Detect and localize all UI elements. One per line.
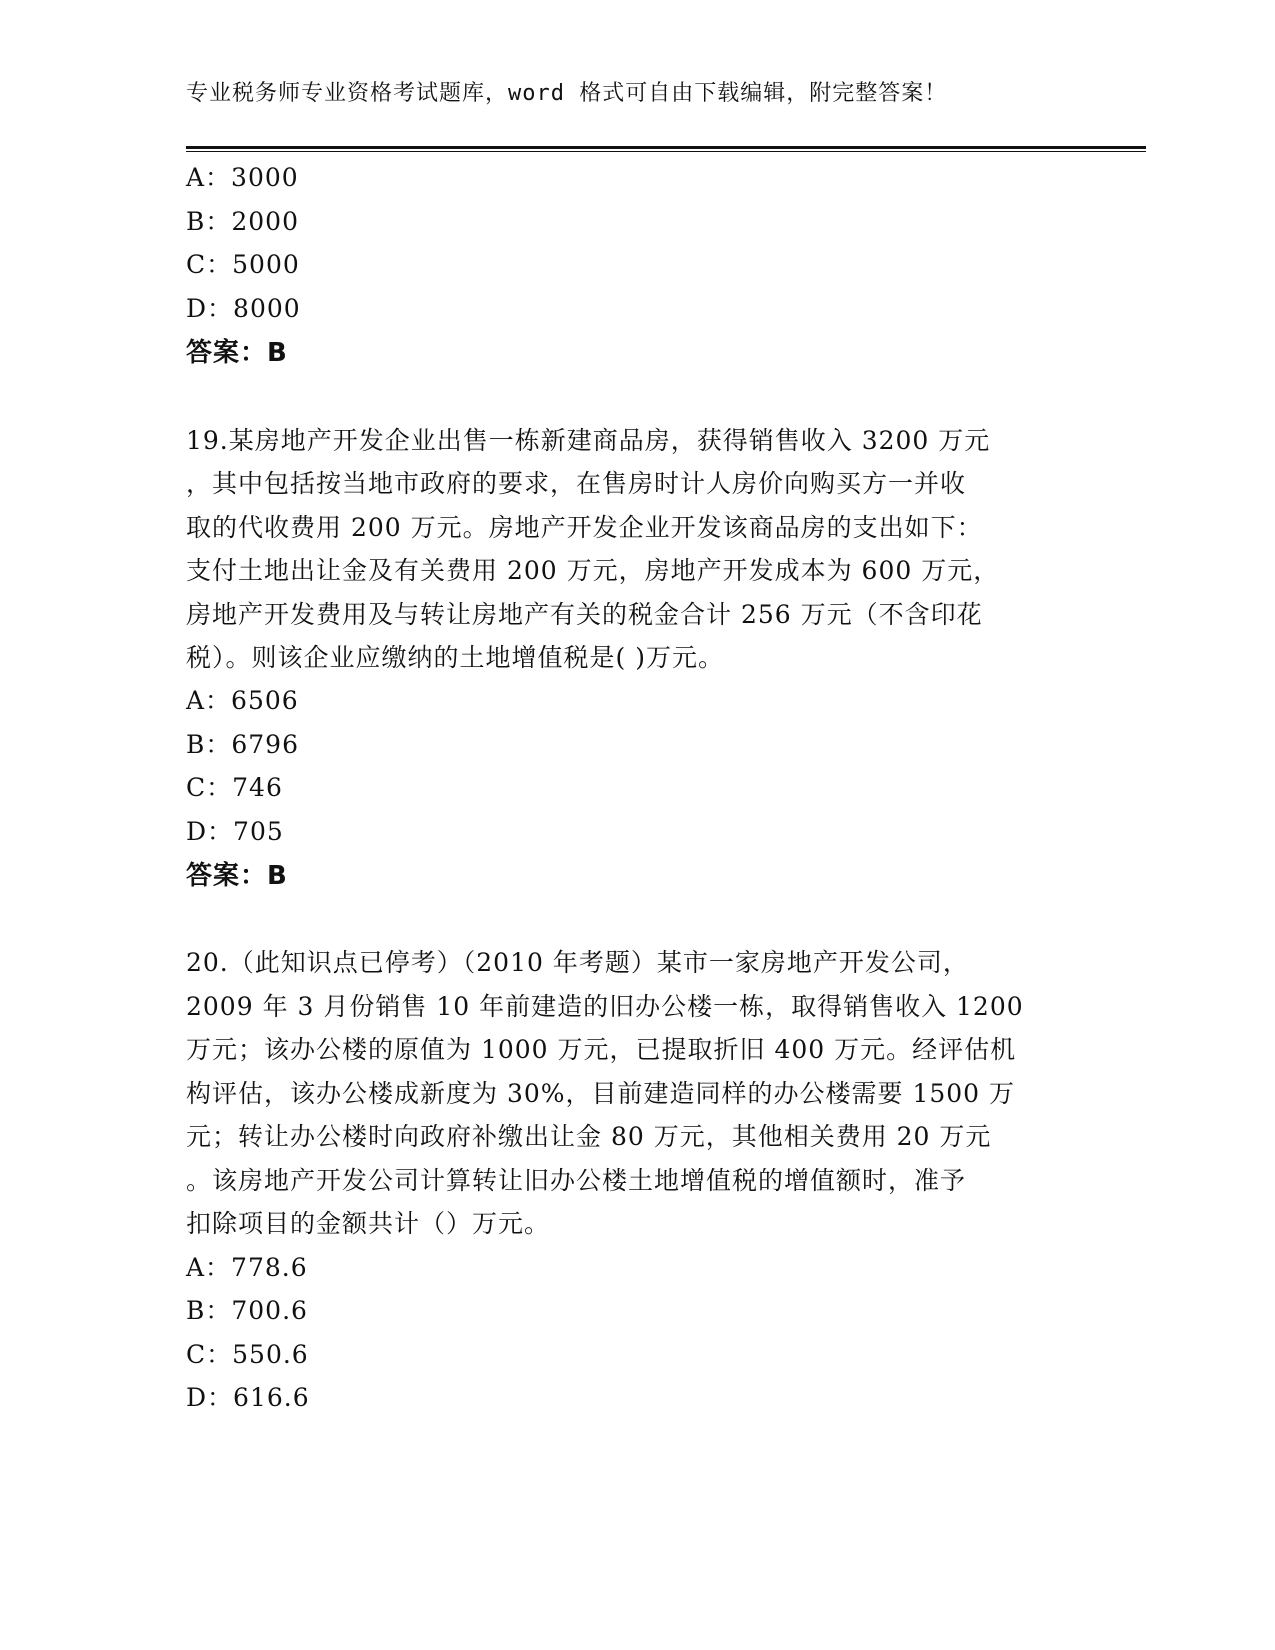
page-header: 专业税务师专业资格考试题库，word 格式可自由下载编辑，附完整答案！ xyxy=(186,81,948,106)
q19-option-c: C：746 xyxy=(186,773,283,802)
q20-text-line: 2009 年 3 月份销售 10 年前建造的旧办公楼一栋，取得销售收入 1200 xyxy=(186,992,1024,1021)
q18-option-a: A：3000 xyxy=(186,163,299,192)
q20-text-line: 扣除项目的金额共计（）万元。 xyxy=(186,1209,551,1238)
q19-option-d: D：705 xyxy=(186,817,284,846)
q19-option-b: B：6796 xyxy=(186,730,299,759)
q20-text-line: 20.（此知识点已停考）（2010 年考题）某市一家房地产开发公司， xyxy=(186,948,969,977)
q20-option-b: B：700.6 xyxy=(186,1296,308,1325)
q20-text-line: 万元；该办公楼的原值为 1000 万元，已提取折旧 400 万元。经评估机 xyxy=(186,1035,1017,1064)
q20-text-line: 元；转让办公楼时向政府补缴出让金 80 万元，其他相关费用 20 万元 xyxy=(186,1122,992,1151)
header-rule-thick xyxy=(186,146,1146,149)
header-rule-thin xyxy=(186,151,1146,152)
q18-option-c: C：5000 xyxy=(186,250,300,279)
q20-text-line: 构评估，该办公楼成新度为 30%，目前建造同样的办公楼需要 1500 万 xyxy=(186,1079,1016,1108)
q20-option-c: C：550.6 xyxy=(186,1340,309,1369)
q20-option-a: A：778.6 xyxy=(186,1253,308,1282)
q19-text-line: ，其中包括按当地市政府的要求，在售房时计人房价向购买方一并收 xyxy=(186,469,967,498)
q18-option-d: D：8000 xyxy=(186,294,301,323)
q19-text-line: 取的代收费用 200 万元。房地产开发企业开发该商品房的支出如下： xyxy=(186,513,983,542)
q20-option-d: D：616.6 xyxy=(186,1383,310,1412)
q19-text-line: 支付土地出让金及有关费用 200 万元，房地产开发成本为 600 万元， xyxy=(186,556,1000,585)
q19-text-line: 19.某房地产开发企业出售一栋新建商品房，获得销售收入 3200 万元 xyxy=(186,426,991,455)
q19-text-line: 税）。则该企业应缴纳的土地增值税是( )万元。 xyxy=(186,643,724,672)
q18-option-b: B：2000 xyxy=(186,207,299,236)
q20-text-line: 。该房地产开发公司计算转让旧办公楼土地增值税的增值额时，准予 xyxy=(186,1166,967,1195)
q19-option-a: A：6506 xyxy=(186,686,299,715)
q19-text-line: 房地产开发费用及与转让房地产有关的税金合计 256 万元（不含印花 xyxy=(186,600,983,629)
q18-answer: 答案：B xyxy=(186,338,288,368)
q19-answer: 答案：B xyxy=(186,861,288,891)
